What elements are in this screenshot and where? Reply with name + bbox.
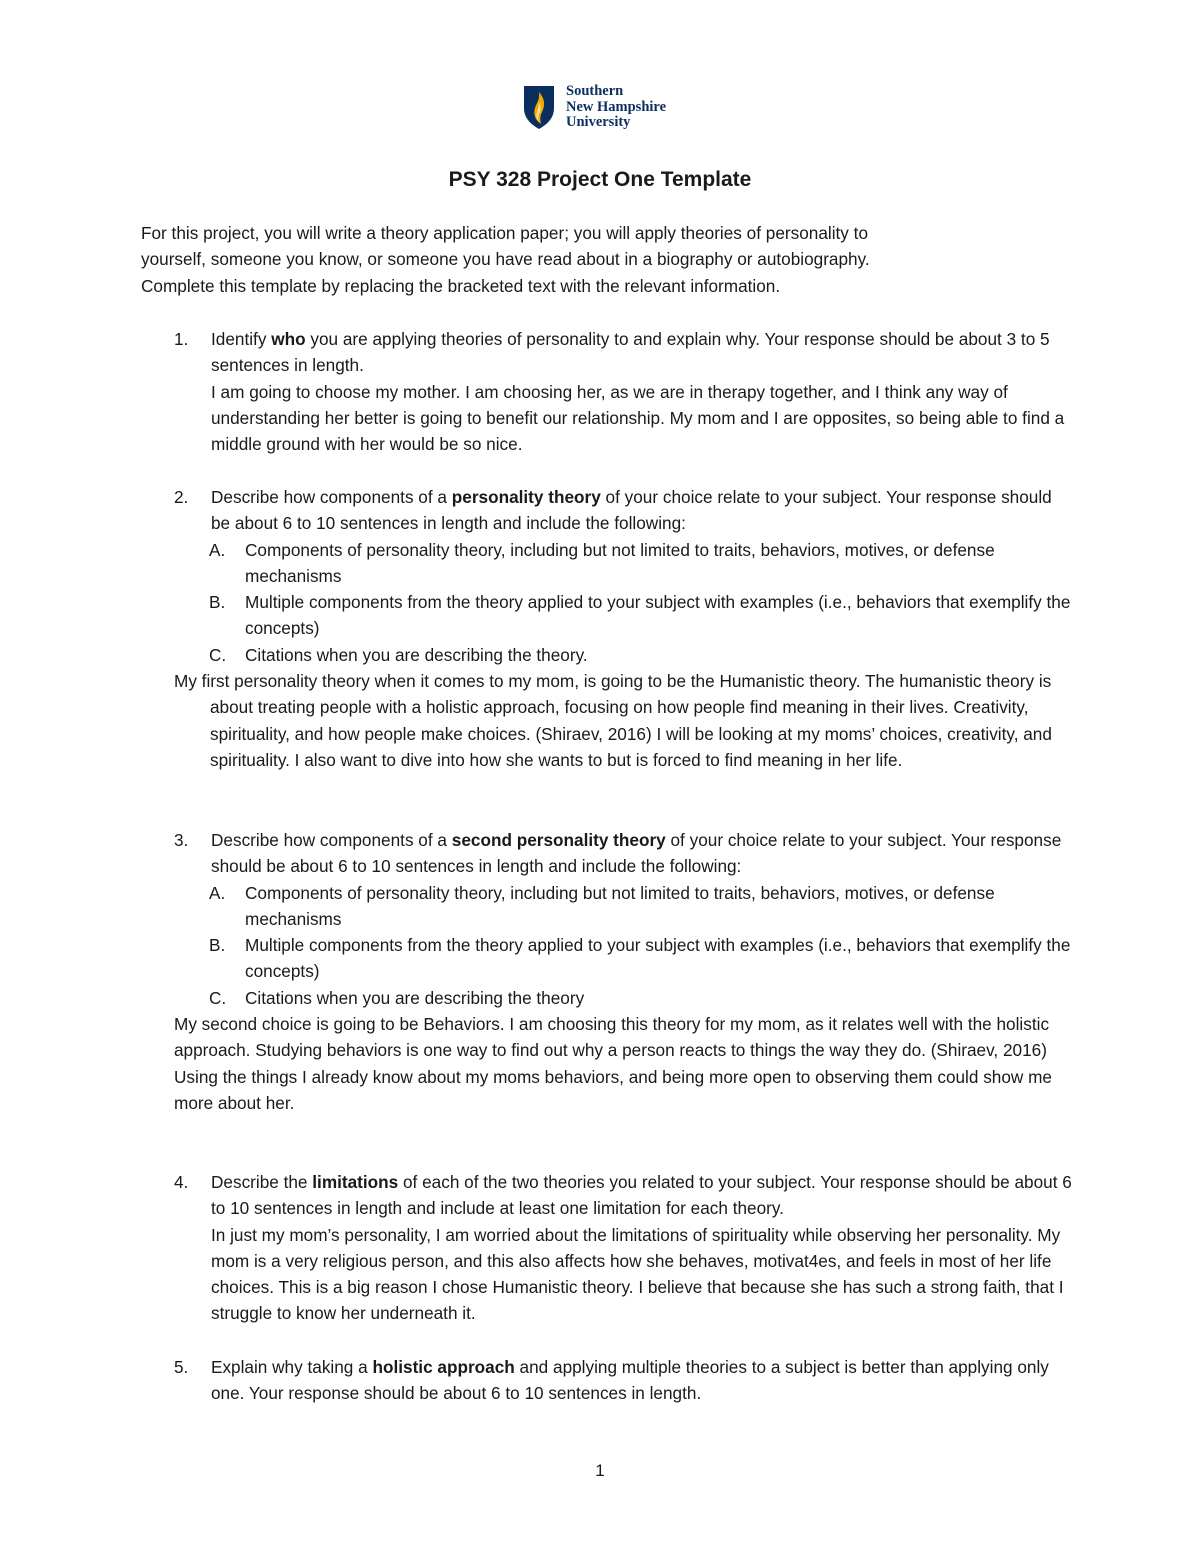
sub-text: Multiple components from the theory applied to your subject with examples (i.e., behaviors that exemplify the concepts) — [245, 935, 1071, 982]
intro-line: Complete this template by replacing the bracketed text with the relevant information. — [141, 275, 781, 296]
sub-text: Components of personality theory, including but not limited to traits, behaviors, motives, or defense mechanisms — [245, 882, 995, 929]
sub-letter: B. — [209, 935, 226, 956]
sub-text: Citations when you are describing the theory. — [245, 644, 588, 665]
list-item-2 — [174, 484, 1074, 773]
item-number: 1. — [174, 329, 189, 349]
sub-text: Citations when you are describing the theory — [245, 987, 585, 1008]
intro-line: yourself, someone you know, or someone you have read about in a biography or autobiography. — [141, 249, 870, 270]
list-item-5 — [174, 1354, 1074, 1407]
sub-letter: A. — [209, 539, 226, 560]
sub-item — [209, 880, 1074, 933]
logo-line-2: New Hampshire — [566, 98, 667, 115]
sub-letter: A. — [209, 882, 226, 903]
logo-line-3: University — [566, 114, 631, 130]
item-answer: My first personality theory when it comes to my mom, is going to be the Humanistic theory. The humanistic theory is about treating people with a holistic approach, focusing on how people find meaning in their lives. Creativity, spirituality, and how people make choices. (Shiraev, 2016) I will be looking at my moms’ choices, creativity, and spirituality. I also want to dive into how she wants to but is forced to find meaning in her life. — [174, 671, 1052, 770]
item-number: 5. — [174, 1357, 189, 1377]
university-name — [566, 84, 666, 131]
list-item-4 — [174, 1169, 1074, 1327]
page-number: 1 — [595, 1461, 605, 1480]
list-item-1 — [174, 326, 1074, 457]
list-item-3 — [174, 827, 1074, 1116]
item-number: 3. — [174, 830, 189, 850]
item-prompt: Describe how components of a personality theory of your choice relate to your subject. Your response should be about 6 to 10 sentences in length and include the following: — [211, 487, 1052, 534]
intro-line: For this project, you will write a theory application paper; you will apply theories of personality to — [141, 223, 869, 243]
prompt-keyword: personality theory — [451, 487, 601, 507]
item-prompt: Describe the limitations of each of the two theories you related to your subject. Your response should be about 6 to 10 sentences in length and include at least one limitation for each theory. — [211, 1172, 1072, 1219]
sub-text: Components of personality theory, including but not limited to traits, behaviors, motives, or defense mechanisms — [245, 539, 995, 586]
item-number: 4. — [174, 1172, 189, 1192]
item-answer: In just my mom’s personality, I am worried about the limitations of spirituality while observing her personality. My mom is a very religious person, and this also affects how she behaves, motivat4es, and feels in most of her life choices. This is a big reason I chose Humanistic theory. I believe that because she has such a strong faith, that I struggle to know her underneath it. — [211, 1224, 1064, 1324]
item-prompt: Identify who you are applying theories of personality to and explain why. Your response should be about 3 to 5 sentences in length. — [211, 329, 1050, 376]
sub-item — [209, 589, 1074, 642]
prompt-keyword: limitations — [312, 1172, 399, 1192]
item-answer: My second choice is going to be Behaviors. I am choosing this theory for my mom, as it relates well with the holistic approach. Studying behaviors is one way to find out why a person reacts to things the way they do. (Shiraev, 2016) Using the things I already know about my moms behaviors, and being more open to observing them could show me more about her. — [174, 1014, 1052, 1113]
document-title: PSY 328 Project One Template — [448, 168, 752, 191]
sub-text: Multiple components from the theory applied to your subject with examples (i.e., behaviors that exemplify the concepts) — [245, 592, 1071, 639]
sub-letter: B. — [209, 592, 226, 613]
sub-item — [209, 932, 1074, 985]
item-number: 2. — [174, 487, 189, 507]
item-prompt: Describe how components of a second personality theory of your choice relate to your subject. Your response should be about 6 to 10 sentences in length and include the following: — [211, 830, 1062, 877]
prompt-keyword: who — [271, 329, 306, 349]
sub-letter: C. — [209, 644, 227, 665]
prompt-keyword: second personality theory — [451, 830, 666, 850]
logo-line-1: Southern — [566, 83, 624, 99]
sub-item — [209, 985, 1074, 1011]
sub-item — [209, 642, 1074, 668]
prompt-keyword: holistic approach — [372, 1357, 515, 1377]
intro-paragraph — [141, 220, 1071, 299]
shield-flame-icon — [522, 84, 556, 130]
item-answer: I am going to choose my mother. I am choosing her, as we are in therapy together, and I think any way of understanding her better is going to benefit our relationship. My mom and I are opposites, so being able to find a middle ground with her would be so nice. — [211, 381, 1065, 455]
item-prompt: Explain why taking a holistic approach and applying multiple theories to a subject is better than applying only one. Your response should be about 6 to 10 sentences in length. — [211, 1357, 1049, 1404]
sub-letter: C. — [209, 987, 227, 1008]
sub-item — [209, 537, 1074, 590]
